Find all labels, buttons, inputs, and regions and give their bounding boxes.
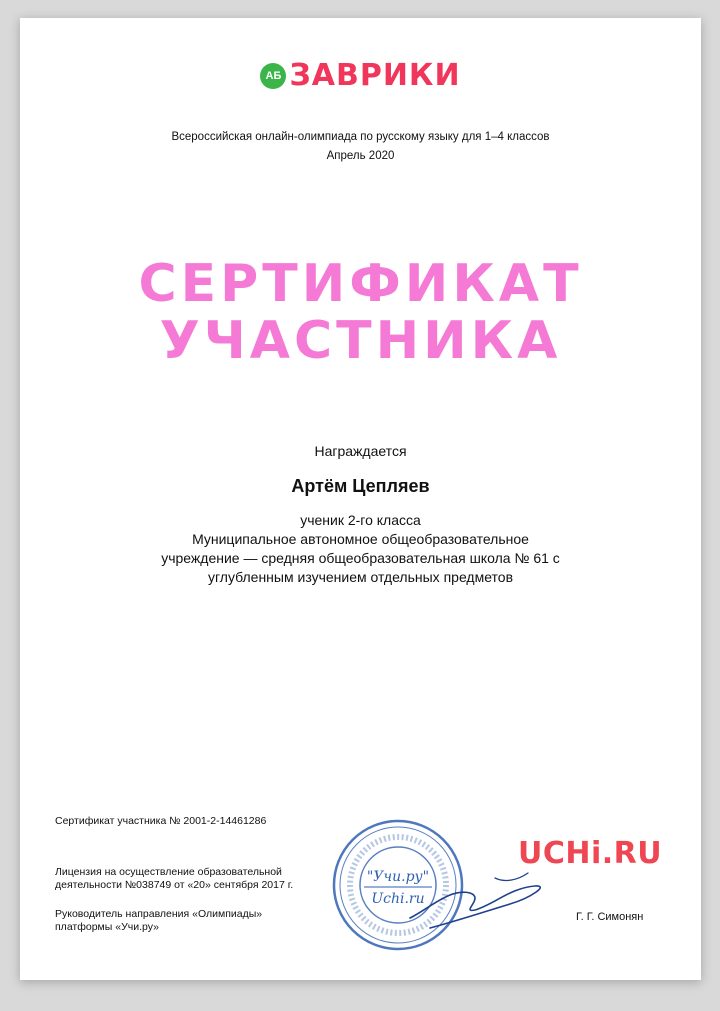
recipient-name: Артём Цепляев (291, 476, 430, 496)
signer-name: Г. Г. Симонян (576, 911, 644, 923)
certificate-title (20, 256, 701, 370)
school-line-3: углубленным изучением отдельных предметов (207, 569, 514, 585)
certificate-number: Сертификат участника № 2001-2-14461286 (55, 815, 267, 827)
stamp-line-1: "Учи.ру" (366, 869, 430, 885)
director-title (55, 908, 262, 934)
awarded-label: Награждается (314, 443, 407, 459)
recipient-grade: ученик 2-го класса (300, 512, 421, 528)
zavriki-logo (20, 58, 701, 93)
stamp-line-2: Uchi.ru (371, 891, 425, 907)
title-line-2: УЧАСТНИКА (159, 311, 562, 371)
license-line-2: деятельности №038749 от «20» сентября 2017 г. (55, 879, 294, 891)
certificate-page (20, 18, 701, 980)
olympiad-date: Апрель 2020 (326, 150, 395, 162)
license-info (55, 866, 293, 892)
school-line-1: Муниципальное автономное общеобразовательное (192, 531, 529, 547)
recipient-details (20, 511, 701, 587)
logo-name: ЗАВРИКИ (289, 58, 461, 93)
director-line-2: платформы «Учи.ру» (55, 921, 159, 933)
director-line-1: Руководитель направления «Олимпиады» (55, 908, 263, 920)
olympiad-name: Всероссийская онлайн-олимпиада по русскому языку для 1–4 классов (171, 131, 550, 143)
title-line-1: СЕРТИФИКАТ (138, 254, 583, 314)
license-line-1: Лицензия на осуществление образовательной (55, 866, 282, 878)
uchi-ru-logo: UCHi.RU (518, 836, 663, 871)
ab-badge-icon (260, 63, 286, 89)
olympiad-info (20, 128, 701, 166)
logo-badge-text: АБ (265, 69, 282, 82)
school-line-2: учреждение — средняя общеобразовательная школа № 61 с (161, 550, 560, 566)
